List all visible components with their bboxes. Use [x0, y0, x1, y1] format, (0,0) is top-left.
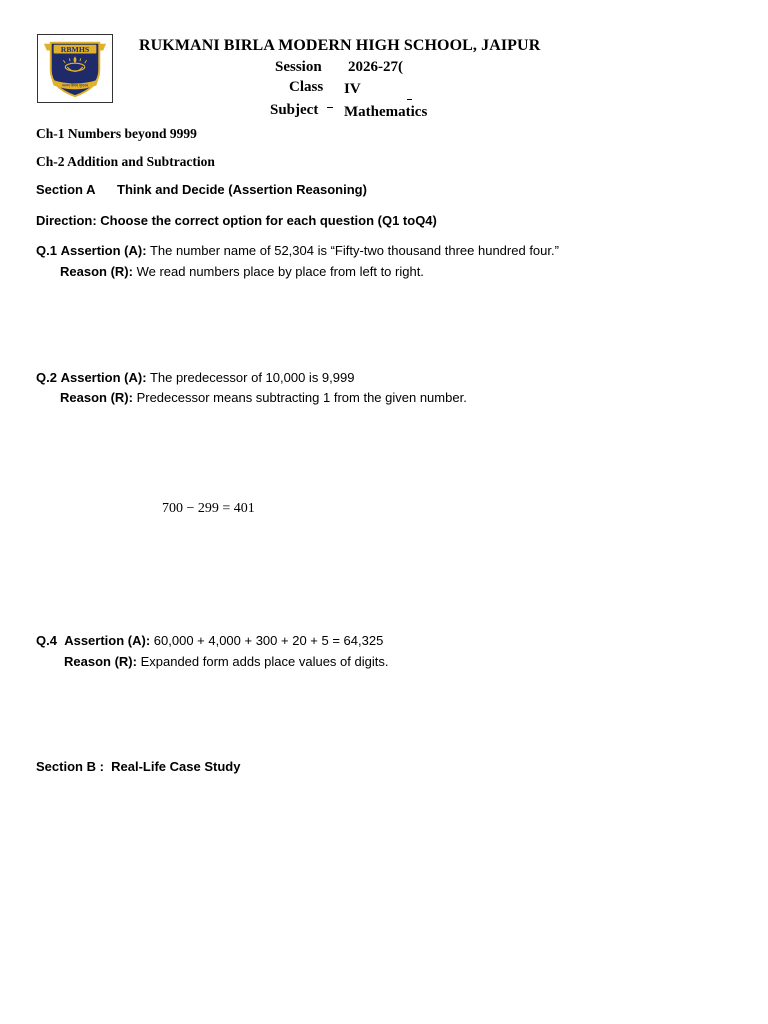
question-reason [64, 654, 388, 669]
logo-motto: सत्यम् शिवम् सुन्दरम् [62, 83, 88, 88]
session-label: Session [275, 59, 322, 75]
school-name: RUKMANI BIRLA MODERN HIGH SCHOOL, JAIPUR [139, 37, 541, 54]
assertion-label: Assertion (A): [64, 633, 151, 648]
reason-text: Predecessor means subtracting 1 from the given number. [136, 390, 467, 405]
chapter-heading: Ch-2 Addition and Subtraction [36, 154, 215, 169]
reason-label: Reason (R): [60, 264, 133, 279]
question-reason [60, 390, 467, 405]
question-assertion [36, 370, 354, 385]
question-number: Q.4 [36, 633, 57, 648]
assertion-text: The predecessor of 10,000 is 9,999 [149, 370, 355, 385]
assertion-text: The number name of 52,304 is “Fifty-two thousand three hundred four.” [149, 243, 559, 258]
reason-label: Reason (R): [64, 654, 137, 669]
section-b-heading [36, 759, 240, 774]
direction-text: Direction: Choose the correct option for each question (Q1 toQ4) [36, 213, 437, 228]
section-a-title: Think and Decide (Assertion Reasoning) [117, 182, 367, 197]
subject-value: Mathematics [344, 104, 428, 120]
reason-label: Reason (R): [60, 390, 133, 405]
divider [327, 107, 333, 108]
section-a-label: Section A [36, 182, 96, 197]
logo-text: RBMHS [60, 44, 90, 54]
section-b-title: Real-Life Case Study [111, 759, 241, 774]
class-value: IV [344, 81, 361, 97]
divider [407, 99, 412, 100]
chapter-heading: Ch-1 Numbers beyond 9999 [36, 126, 197, 141]
question-assertion [36, 633, 383, 648]
session-value: 2026-27( [348, 59, 403, 75]
reason-text: We read numbers place by place from left to right. [136, 264, 424, 279]
section-b-label: Section B : [36, 759, 104, 774]
school-logo [37, 34, 113, 103]
reason-text: Expanded form adds place values of digits. [140, 654, 389, 669]
assertion-label: Assertion (A): [60, 243, 147, 258]
question-assertion [36, 243, 559, 258]
crest-icon [38, 35, 112, 102]
class-label: Class [289, 79, 324, 95]
question-number: Q.1 [36, 243, 57, 258]
subject-label: Subject [270, 102, 319, 118]
equation: 700 − 299 = 401 [162, 501, 255, 516]
assertion-text: 60,000 + 4,000 + 300 + 20 + 5 = 64,325 [153, 633, 384, 648]
assertion-label: Assertion (A): [60, 370, 147, 385]
question-reason [60, 264, 424, 279]
question-number: Q.2 [36, 370, 57, 385]
